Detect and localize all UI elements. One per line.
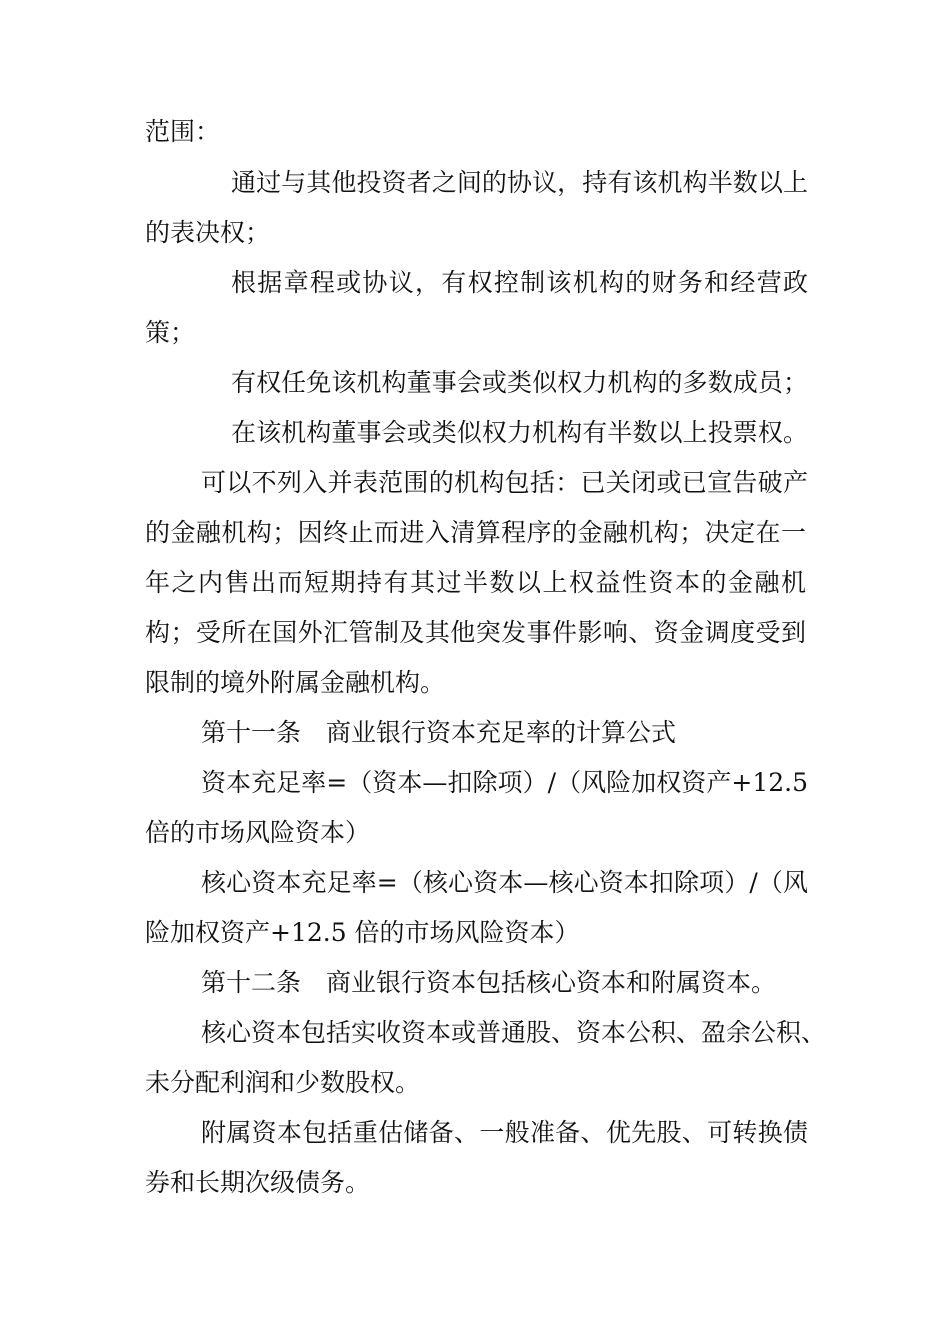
text-line: 券和长期次级债务。 bbox=[145, 1168, 371, 1197]
text-line: 的金融机构；因终止而进入清算程序的金融机构；决定在一 bbox=[145, 518, 806, 547]
text-line: 通过与其他投资者之间的协议，持有该机构半数以上 bbox=[231, 168, 808, 197]
text-line: 根据章程或协议，有权控制该机构的财务和经营政 bbox=[231, 268, 808, 297]
text-line: 范围： bbox=[145, 117, 221, 146]
text-line: 策； bbox=[145, 318, 196, 347]
text-line: 的表决权； bbox=[145, 218, 271, 247]
formula-line: 核心资本充足率=（核心资本—核心资本扣除项）/（风 bbox=[201, 868, 808, 897]
text-line: 年之内售出而短期持有其过半数以上权益性资本的金融机 bbox=[145, 568, 806, 597]
text-line: 有权任免该机构董事会或类似权力机构的多数成员； bbox=[231, 368, 808, 397]
text-line: 核心资本包括实收资本或普通股、资本公积、盈余公积、 bbox=[201, 1018, 827, 1047]
text-line: 附属资本包括重估储备、一般准备、优先股、可转换债 bbox=[201, 1118, 808, 1147]
formula-line: 险加权资产+12.5 倍的市场风险资本） bbox=[145, 918, 580, 947]
formula-line: 资本充足率=（资本—扣除项）/（风险加权资产+12.5 bbox=[201, 768, 808, 797]
text-line: 限制的境外附属金融机构。 bbox=[145, 668, 446, 697]
article-heading: 第十一条 商业银行资本充足率的计算公式 bbox=[201, 718, 677, 747]
text-line: 未分配利润和少数股权。 bbox=[145, 1068, 421, 1097]
text-line: 可以不列入并表范围的机构包括：已关闭或已宣告破产 bbox=[201, 468, 808, 497]
article-heading: 第十二条 商业银行资本包括核心资本和附属资本。 bbox=[201, 968, 777, 997]
text-line: 构；受所在国外汇管制及其他突发事件影响、资金调度受到 bbox=[145, 618, 806, 647]
text-line: 在该机构董事会或类似权力机构有半数以上投票权。 bbox=[231, 418, 808, 447]
formula-line: 倍的市场风险资本） bbox=[145, 818, 371, 847]
